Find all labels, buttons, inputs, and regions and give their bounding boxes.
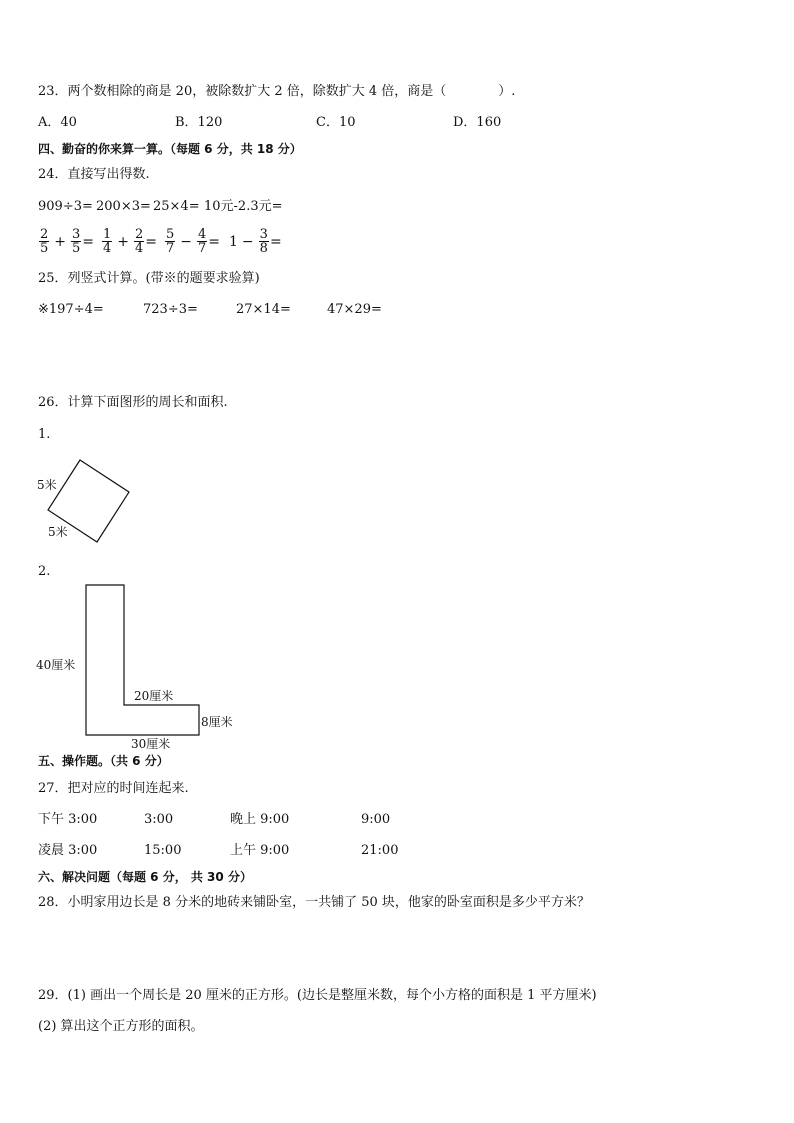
q26-fig1-label: 1. bbox=[38, 427, 51, 442]
section4-title: 四、勤奋的你来算一算。（每题 6 分，共 18 分） bbox=[38, 142, 302, 156]
q26-fig2-label: 2. bbox=[38, 564, 51, 579]
q27-row1-col4: 9:00 bbox=[361, 812, 391, 827]
q27-row1-col1: 下午 3:00 bbox=[38, 812, 98, 827]
q24-calc-2: 200×3= bbox=[96, 199, 151, 214]
q27-row2-col3: 上午 9:00 bbox=[230, 843, 290, 858]
q26-stem: 26．计算下面图形的周长和面积. bbox=[38, 395, 228, 410]
q29-part1: 29．(1) 画出一个周长是 20 厘米的正方形。(边长是整厘米数，每个小方格的面积是 1 平方厘米) bbox=[38, 988, 597, 1003]
q24-calc-3: 25×4= bbox=[153, 199, 200, 214]
q27-row2-col2: 15:00 bbox=[144, 843, 182, 858]
square-side-label-b: 5米 bbox=[48, 525, 68, 539]
q23-stem: 23．两个数相除的商是 20，被除数扩大 2 倍，除数扩大 4 倍，商是（ ）. bbox=[38, 84, 516, 99]
q23-option-d: D．160 bbox=[453, 115, 502, 130]
q27-row1-col3: 晚上 9:00 bbox=[230, 812, 290, 827]
q24-fraction-expr-2: $\frac{1}{4}$ + $\frac{2}{4}$ = bbox=[103, 227, 158, 256]
q24-fraction-expr-3: $\frac{5}{7}$ − $\frac{4}{7}$ = bbox=[166, 227, 221, 256]
q25-item-3: 27×14= bbox=[236, 302, 291, 317]
q25-stem: 25．列竖式计算。(带※的题要求验算) bbox=[38, 271, 260, 286]
fraction: $\frac{4}{7}$ bbox=[198, 227, 207, 256]
l-shape-figure bbox=[30, 578, 250, 754]
q23-option-a: A．40 bbox=[38, 115, 77, 130]
l-shape bbox=[86, 585, 199, 735]
q24-stem: 24．直接写出得数. bbox=[38, 167, 150, 182]
q23-option-b: B．120 bbox=[175, 115, 223, 130]
l-shape-right-label: 8厘米 bbox=[201, 715, 233, 729]
section5-title: 五、操作题。（共 6 分） bbox=[38, 754, 169, 768]
q27-row1-col2: 3:00 bbox=[144, 812, 174, 827]
q25-item-1: ※197÷4= bbox=[38, 302, 104, 317]
section6-title: 六、解决问题（每题 6 分， 共 30 分） bbox=[38, 870, 252, 884]
q24-fraction-expr-1: $\frac{2}{5}$ + $\frac{3}{5}$ = bbox=[40, 227, 95, 256]
l-shape-bottom-label: 30厘米 bbox=[131, 737, 171, 751]
l-shape-inner-label: 20厘米 bbox=[134, 689, 174, 703]
fraction: $\frac{2}{5}$ bbox=[40, 227, 49, 256]
q27-row2-col4: 21:00 bbox=[361, 843, 399, 858]
q24-calc-4: 10元-2.3元= bbox=[204, 199, 283, 214]
q25-item-2: 723÷3= bbox=[143, 302, 198, 317]
square-figure bbox=[30, 452, 140, 548]
fraction: $\frac{2}{4}$ bbox=[135, 227, 144, 256]
fraction: $\frac{3}{5}$ bbox=[72, 227, 81, 256]
l-shape-left-label: 40厘米 bbox=[36, 658, 76, 672]
q23-option-c: C．10 bbox=[316, 115, 356, 130]
q27-row2-col1: 凌晨 3:00 bbox=[38, 843, 98, 858]
fraction: $\frac{5}{7}$ bbox=[166, 227, 175, 256]
q25-item-4: 47×29= bbox=[327, 302, 382, 317]
q28-stem: 28．小明家用边长是 8 分米的地砖来铺卧室，一共铺了 50 块，他家的卧室面积是多少平方米？ bbox=[38, 895, 590, 910]
fraction: $\frac{3}{8}$ bbox=[259, 227, 268, 256]
q24-calc-1: 909÷3= bbox=[38, 199, 93, 214]
fraction: $\frac{1}{4}$ bbox=[103, 227, 112, 256]
q29-part2: (2) 算出这个正方形的面积。 bbox=[38, 1019, 204, 1034]
q27-stem: 27．把对应的时间连起来. bbox=[38, 781, 189, 796]
q24-fraction-expr-4: 1 − $\frac{3}{8}$ = bbox=[229, 227, 282, 256]
square-side-label-a: 5米 bbox=[37, 478, 57, 492]
